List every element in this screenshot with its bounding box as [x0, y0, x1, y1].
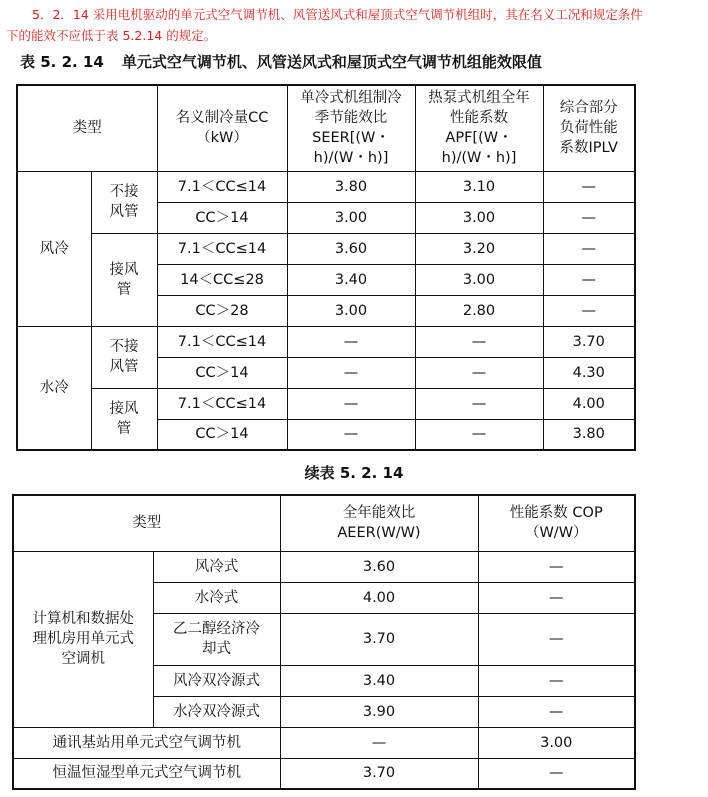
apf-cell: —	[415, 357, 543, 388]
iplv-cell: —	[543, 233, 635, 264]
group-cell: 计算机和数据处理机房用单元式空调机	[13, 551, 153, 727]
aeer-cell: 3.70	[280, 613, 478, 665]
header-type: 类型	[13, 495, 280, 551]
cc-cell: 7.1＜CC≤14	[157, 326, 287, 357]
subgroup-cell: 不接风管	[91, 326, 157, 388]
efficiency-limit-table	[16, 84, 636, 451]
apf-cell: 3.00	[415, 202, 543, 233]
cop-cell: —	[478, 551, 635, 582]
seer-cell: 3.60	[287, 233, 415, 264]
header-type: 类型	[17, 85, 157, 171]
aeer-cell: 4.00	[280, 582, 478, 613]
subtype-cell: 乙二醇经济冷却式	[153, 613, 280, 665]
cop-cell: 3.00	[478, 727, 635, 758]
table-row	[17, 233, 635, 264]
table-row	[13, 727, 635, 758]
header-cop: 性能系数 COP（W/W）	[478, 495, 635, 551]
cc-cell: CC＞28	[157, 295, 287, 326]
table2-caption: 续表 5. 2. 14	[304, 464, 404, 482]
table-row	[13, 551, 635, 582]
iplv-cell: 4.00	[543, 388, 635, 419]
apf-cell: 3.20	[415, 233, 543, 264]
header-aeer: 全年能效比AEER(W/W)	[280, 495, 478, 551]
seer-cell: 3.40	[287, 264, 415, 295]
header-apf: 热泵式机组全年性能系数APF[(W・h)/(W・h)]	[415, 85, 543, 171]
table-row	[17, 388, 635, 419]
type-cell: 恒温恒湿型单元式空气调节机	[13, 758, 280, 789]
aeer-cell: 3.70	[280, 758, 478, 789]
aeer-cell: —	[280, 727, 478, 758]
cop-cell: —	[478, 758, 635, 789]
apf-cell: —	[415, 419, 543, 450]
cop-cell: —	[478, 613, 635, 665]
subgroup-cell: 接风管	[91, 233, 157, 326]
apf-cell: 3.00	[415, 264, 543, 295]
cc-cell: CC＞14	[157, 202, 287, 233]
cc-cell: CC＞14	[157, 357, 287, 388]
seer-cell: —	[287, 326, 415, 357]
table1-caption-number: 表 5. 2. 14	[20, 53, 104, 71]
header-cc: 名义制冷量CC（kW）	[157, 85, 287, 171]
header-seer: 单冷式机组制冷季节能效比SEER[(W・h)/(W・h)]	[287, 85, 415, 171]
iplv-cell: —	[543, 295, 635, 326]
cop-cell: —	[478, 582, 635, 613]
iplv-cell: —	[543, 264, 635, 295]
iplv-cell: 3.80	[543, 419, 635, 450]
iplv-cell: —	[543, 202, 635, 233]
iplv-cell: —	[543, 171, 635, 202]
aeer-cell: 3.60	[280, 551, 478, 582]
seer-cell: 3.00	[287, 202, 415, 233]
subtype-cell: 风冷式	[153, 551, 280, 582]
subtype-cell: 风冷双冷源式	[153, 665, 280, 696]
type-cell: 通讯基站用单元式空气调节机	[13, 727, 280, 758]
cop-cell: —	[478, 665, 635, 696]
subgroup-cell: 不接风管	[91, 171, 157, 233]
seer-cell: 3.80	[287, 171, 415, 202]
header-iplv: 综合部分负荷性能系数IPLV	[543, 85, 635, 171]
apf-cell: 2.80	[415, 295, 543, 326]
aeer-cell: 3.90	[280, 696, 478, 727]
subgroup-cell: 接风管	[91, 388, 157, 450]
aeer-cell: 3.40	[280, 665, 478, 696]
table1-caption	[0, 51, 708, 72]
intro-line-2: 下的能效不应低于表 5.2.14 的规定。	[6, 28, 217, 43]
iplv-cell: 3.70	[543, 326, 635, 357]
iplv-cell: 4.30	[543, 357, 635, 388]
seer-cell: —	[287, 388, 415, 419]
cc-cell: 7.1＜CC≤14	[157, 388, 287, 419]
apf-cell: —	[415, 388, 543, 419]
cc-cell: 14＜CC≤28	[157, 264, 287, 295]
seer-cell: 3.00	[287, 295, 415, 326]
subtype-cell: 水冷双冷源式	[153, 696, 280, 727]
table-row	[17, 171, 635, 202]
intro-line-1: 5．2．14 采用电机驱动的单元式空气调节机、风管送风式和屋顶式空气调节机组时，其在名义工况和规定条件	[32, 7, 643, 22]
intro-paragraph	[6, 4, 704, 46]
seer-cell: —	[287, 357, 415, 388]
apf-cell: —	[415, 326, 543, 357]
cc-cell: 7.1＜CC≤14	[157, 233, 287, 264]
seer-cell: —	[287, 419, 415, 450]
group-cell: 水冷	[17, 326, 91, 450]
apf-cell: 3.10	[415, 171, 543, 202]
table-row	[13, 758, 635, 789]
continued-table	[12, 494, 636, 790]
cc-cell: CC＞14	[157, 419, 287, 450]
subtype-cell: 水冷式	[153, 582, 280, 613]
table1-caption-title: 单元式空气调节机、风管送风式和屋顶式空气调节机组能效限值	[121, 53, 542, 71]
table-row	[17, 326, 635, 357]
cc-cell: 7.1＜CC≤14	[157, 171, 287, 202]
cop-cell: —	[478, 696, 635, 727]
group-cell: 风冷	[17, 171, 91, 326]
